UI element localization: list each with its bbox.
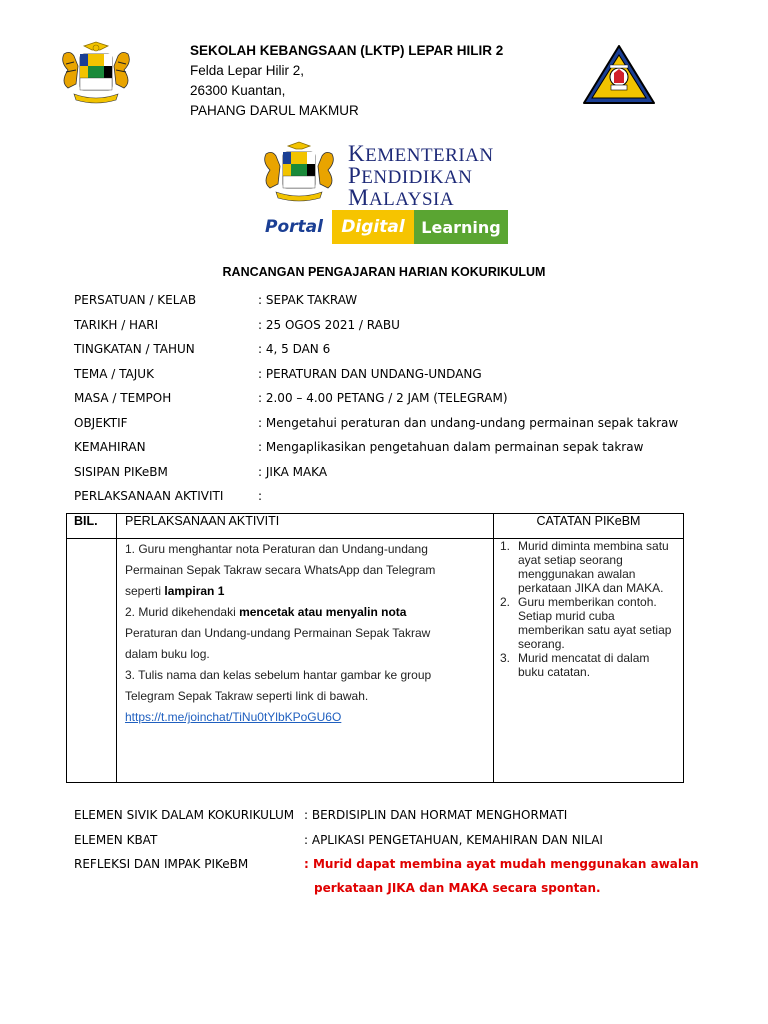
activity-line: 1. Guru menghantar nota Peraturan dan Undang-undang	[125, 542, 428, 556]
info-value: : Mengaplikasikan pengetahuan dalam permainan sepak takraw	[258, 440, 644, 454]
activity-line: dalam buku log.	[125, 647, 210, 661]
info-value: : 4, 5 DAN 6	[258, 342, 331, 356]
attachment-ref: lampiran 1	[164, 584, 225, 598]
info-key: PERLAKSANAAN AKTIVITI	[74, 489, 224, 503]
civic-value: : BERDISIPLIN DAN HORMAT MENGHORMATI	[304, 808, 568, 822]
activity-line	[125, 707, 487, 728]
activity-line: Peraturan dan Undang-undang Permainan Sepak Takraw	[125, 626, 431, 640]
activity-line: Telegram Sepak Takraw seperti link di bawah.	[125, 689, 369, 703]
reflection-line-1: Murid dapat membina ayat mudah menggunakan awalan	[312, 857, 699, 871]
banner-digital: Digital	[332, 210, 414, 244]
catatan-item	[494, 539, 677, 595]
kbat-key: ELEMEN KBAT	[74, 833, 158, 847]
banner-portal: Portal	[256, 210, 332, 244]
info-value: : JIKA MAKA	[258, 465, 328, 479]
catatan-text: Murid mencatat di dalam buku catatan.	[518, 651, 650, 679]
info-value: :	[258, 489, 263, 503]
info-key: OBJEKTIF	[74, 416, 128, 430]
info-value: : Mengetahui peraturan dan undang-undang permainan sepak takraw	[258, 416, 679, 430]
catatan-number: 3.	[500, 651, 511, 665]
catatan-text: Murid diminta membina satu ayat setiap seorang menggunakan awalan perkataan JIKA dan MAKA.	[518, 539, 669, 595]
kpm-wordmark	[348, 141, 494, 210]
school-address-block	[190, 41, 503, 121]
address-line-2: 26300 Kuantan,	[190, 83, 286, 98]
telegram-link[interactable]: https://t.me/joinchat/TiNu0tYlbKPoGU6O	[125, 710, 342, 724]
catatan-item	[494, 651, 677, 679]
table-header-row	[67, 514, 684, 539]
info-key: TINGKATAN / TAHUN	[74, 342, 195, 356]
activity-emphasis: mencetak atau menyalin nota	[239, 605, 407, 619]
catatan-text: Guru memberikan contoh. Setiap murid cuba memberikan satu ayat setiap seorang.	[518, 595, 672, 651]
info-key: KEMAHIRAN	[74, 440, 146, 454]
document-title: RANCANGAN PENGAJARAN HARIAN KOKURIKULUM	[222, 265, 546, 279]
col-perlaksanaan-header: PERLAKSANAAN AKTIVITI	[117, 514, 494, 539]
catatan-number: 1.	[500, 539, 511, 553]
catatan-item	[494, 595, 677, 651]
school-name: SEKOLAH KEBANGSAAN (LKTP) LEPAR HILIR 2	[190, 43, 504, 58]
info-value: : PERATURAN DAN UNDANG-UNDANG	[258, 367, 482, 381]
kbat-value: : APLIKASI PENGETAHUAN, KEMAHIRAN DAN NILAI	[304, 833, 603, 847]
table-row	[67, 539, 684, 783]
catatan-number: 2.	[500, 595, 511, 609]
address-line-3: PAHANG DARUL MAKMUR	[190, 103, 359, 118]
activity-cell	[117, 539, 494, 783]
activity-text: seperti	[125, 584, 165, 598]
civic-key: ELEMEN SIVIK DALAM KOKURIKULUM	[74, 808, 295, 822]
col-bil-header: BIL.	[67, 514, 117, 539]
portal-digital-learning-banner	[256, 210, 508, 244]
kpm-line2-cap: P	[348, 163, 362, 188]
kpm-line3: ALAYSIA	[368, 189, 455, 210]
activity-table	[66, 513, 684, 783]
bil-cell	[67, 539, 117, 783]
activity-text: 2. Murid dikehendaki	[125, 605, 240, 619]
kpm-line1-cap: K	[348, 141, 366, 166]
kpm-coat-of-arms-logo	[256, 140, 342, 206]
kpm-line1: EMENTERIAN	[365, 145, 494, 166]
activity-line: 3. Tulis nama dan kelas sebelum hantar gambar ke group	[125, 668, 432, 682]
reflection-line-2: perkataan JIKA dan MAKA secara spontan.	[314, 881, 601, 895]
banner-learning: Learning	[414, 210, 508, 244]
kpm-line3-cap: M	[348, 185, 369, 210]
info-value: : SEPAK TAKRAW	[258, 293, 358, 307]
info-key: TEMA / TAJUK	[74, 367, 154, 381]
address-line-1: Felda Lepar Hilir 2,	[190, 63, 305, 78]
reflection-key: REFLEKSI DAN IMPAK PIKeBM	[74, 857, 249, 871]
kpm-line2: ENDIDIKAN	[361, 167, 473, 188]
catatan-list	[494, 539, 677, 679]
activity-line	[125, 602, 487, 623]
col-catatan-header: CATATAN PIKeBM	[494, 514, 684, 539]
reflection-colon: :	[304, 857, 313, 871]
activity-line: Permainan Sepak Takraw secara WhatsApp dan Telegram	[125, 563, 436, 577]
info-value: : 25 OGOS 2021 / RABU	[258, 318, 400, 332]
info-key: TARIKH / HARI	[74, 318, 159, 332]
malaysia-coat-of-arms-logo	[54, 40, 138, 110]
info-key: MASA / TEMPOH	[74, 391, 172, 405]
activity-line	[125, 581, 487, 602]
school-crest-logo	[580, 43, 658, 107]
catatan-cell	[494, 539, 684, 783]
info-key: PERSATUAN / KELAB	[74, 293, 197, 307]
info-key: SISIPAN PIKeBM	[74, 465, 168, 479]
info-value: : 2.00 – 4.00 PETANG / 2 JAM (TELEGRAM)	[258, 391, 508, 405]
